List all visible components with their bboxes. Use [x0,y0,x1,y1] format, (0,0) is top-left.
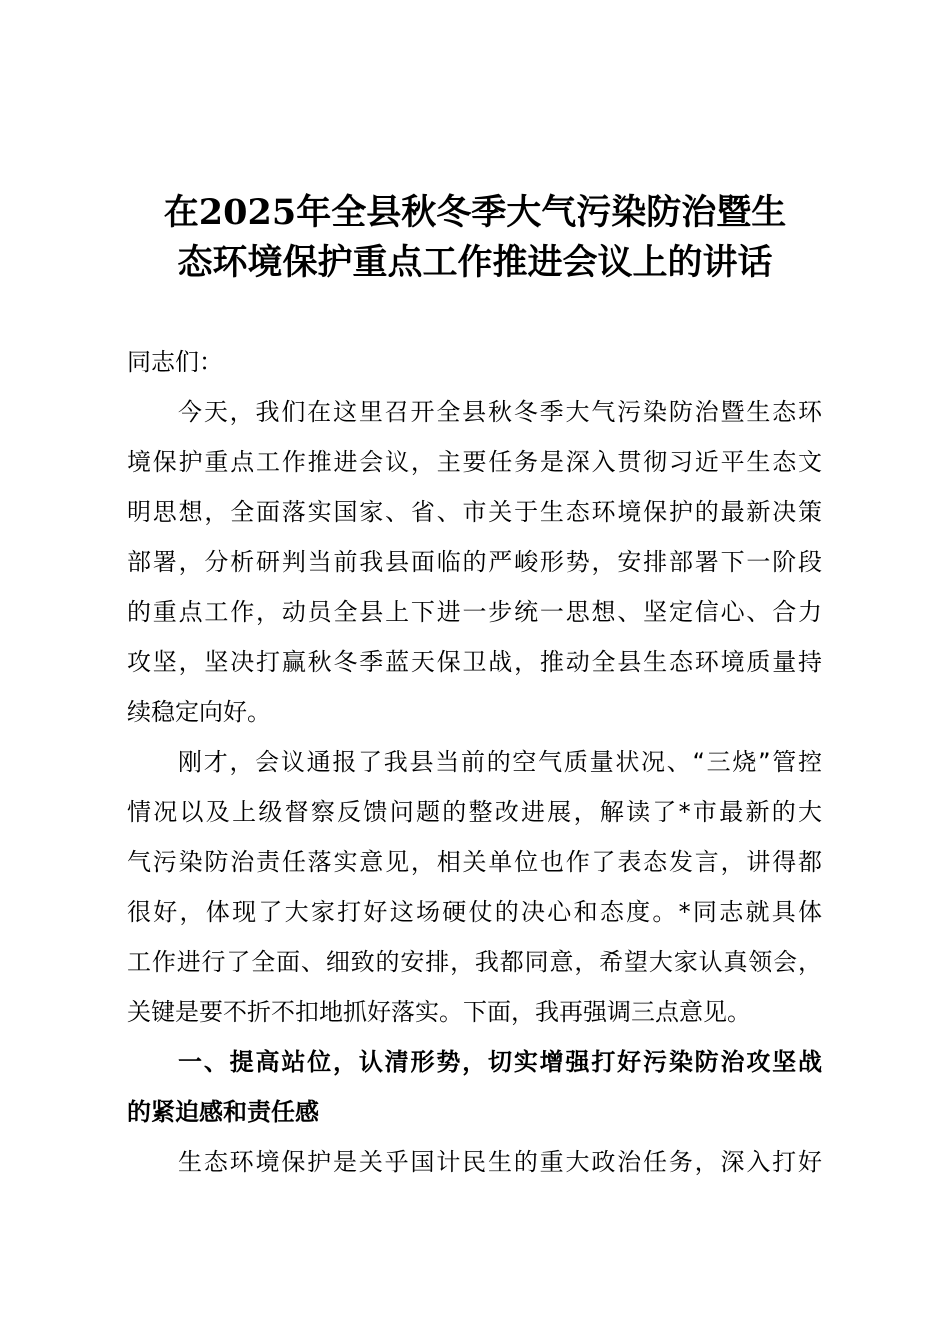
text-line: 生态环境保护是关乎国计民生的重大政治任务，深入打好 [178,1148,822,1176]
text-line: 部署，分析研判当前我县面临的严峻形势，安排部署下一阶段 [127,548,822,576]
text-line: 刚才，会议通报了我县当前的空气质量状况、“三烧”管控 [178,748,822,776]
text-line: 情况以及上级督察反馈问题的整改进展，解读了*市最新的大 [127,798,822,826]
text-line: 关键是要不折不扣地抓好落实。下面，我再强调三点意见。 [127,998,751,1026]
title-line: 在2025年全县秋冬季大气污染防治暨生 [163,192,787,233]
text-line: 境保护重点工作推进会议，主要任务是深入贯彻习近平生态文 [127,448,822,476]
text-line: 气污染防治责任落实意见，相关单位也作了表态发言，讲得都 [127,848,822,876]
heading-line: 的紧迫感和责任感 [127,1098,319,1126]
text-line: 工作进行了全面、细致的安排，我都同意，希望大家认真领会， [127,948,822,976]
heading-line: 一、提高站位，认清形势，切实增强打好污染防治攻坚战 [178,1048,822,1076]
text-line: 续稳定向好。 [127,698,271,726]
text-line: 明思想，全面落实国家、省、市关于生态环境保护的最新决策 [127,498,822,526]
title-line: 态环境保护重点工作推进会议上的讲话 [177,242,773,283]
text-line: 很好，体现了大家打好这场硬仗的决心和态度。*同志就具体 [127,898,822,926]
text-line: 攻坚，坚决打赢秋冬季蓝天保卫战，推动全县生态环境质量持 [127,648,822,676]
text-line: 的重点工作，动员全县上下进一步统一思想、坚定信心、合力 [127,598,822,626]
text-line: 今天，我们在这里召开全县秋冬季大气污染防治暨生态环 [178,398,822,426]
greeting: 同志们： [127,348,223,376]
